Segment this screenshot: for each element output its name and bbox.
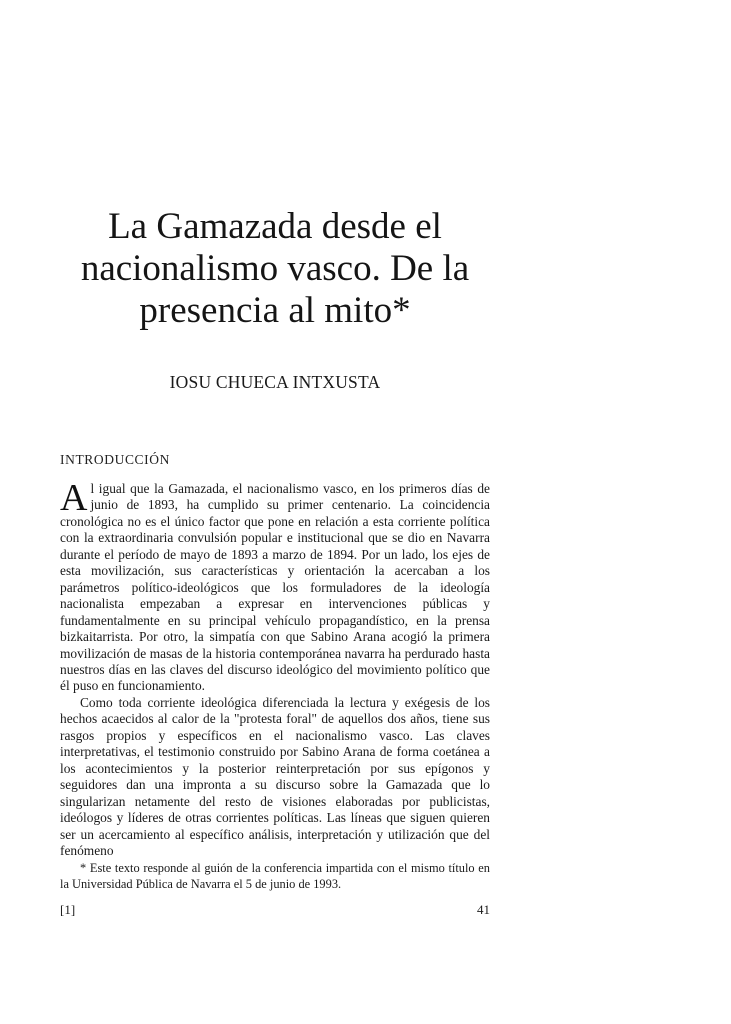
- section-heading: INTRODUCCIÓN: [60, 452, 170, 467]
- footnote: [60, 861, 490, 892]
- author-name: IOSU CHUECA INTXUSTA: [169, 372, 381, 392]
- title-line: presencia al mito*: [139, 290, 411, 331]
- paragraph: [60, 477, 490, 695]
- drop-cap: A: [60, 477, 88, 519]
- title-line: La Gamazada desde el: [108, 206, 442, 247]
- article-title: [60, 206, 490, 332]
- footnote-text: * Este texto responde al guión de la conferencia impartida con el mismo título en la Universidad Pública de Navarra el 5 de junio de 1993.: [60, 861, 490, 891]
- page-number: 41: [477, 902, 490, 917]
- paragraph: Como toda corriente ideológica diferenciada la lectura y exégesis de los hechos acaecidos al calor de la "protesta foral" de aquellos dos años, tiene sus rasgos propios y específicos en el nacionalismo vasco. Las claves interpretativas, el testimonio construido por Sabino Arana de forma coetánea a los acontecimientos y la posterior reinterpretación por sus epígonos y seguidores dan una impronta a su discurso sobre la Gamazada que lo singularizan netamente del resto de visiones elaboradas por publicistas, ideólogos y líderes de otras corrientes políticas. Las líneas que siguen quieren ser un acercamiento al específico análisis, interpretación y utilización que del fenómeno: [60, 694, 490, 858]
- title-line: nacionalismo vasco. De la: [80, 248, 470, 289]
- body-text: [60, 477, 490, 859]
- paragraph-text: l igual que la Gamazada, el nacionalismo vasco, en los primeros días de junio de 1893, ha cumplido su primer centenario. La coincidencia cronológica no es el único factor que pone en relación a esta corriente política con la extraordinaria convulsión popular e institucional que se dio en Navarra durante el período de mayo de 1893 a marzo de 1894. Por un lado, los ejes de esta movilización, sus características y orientación la acercaban a los parámetros político-ideológicos que los formuladores de la ideología nacionalista empezaban a expresar en intervenciones públicas y fundamentalmente en su principal vehículo propagandístico, en la prensa bizkaitarrista. Por otro, la simpatía con que Sabino Arana acogió la primera movilización de masas de la historia contemporánea navarra ha perdurado hasta nuestros días en las claves del discurso ideológico del movimiento político que él puso en funcionamiento.: [60, 481, 490, 694]
- folio-marker: [1]: [60, 902, 76, 917]
